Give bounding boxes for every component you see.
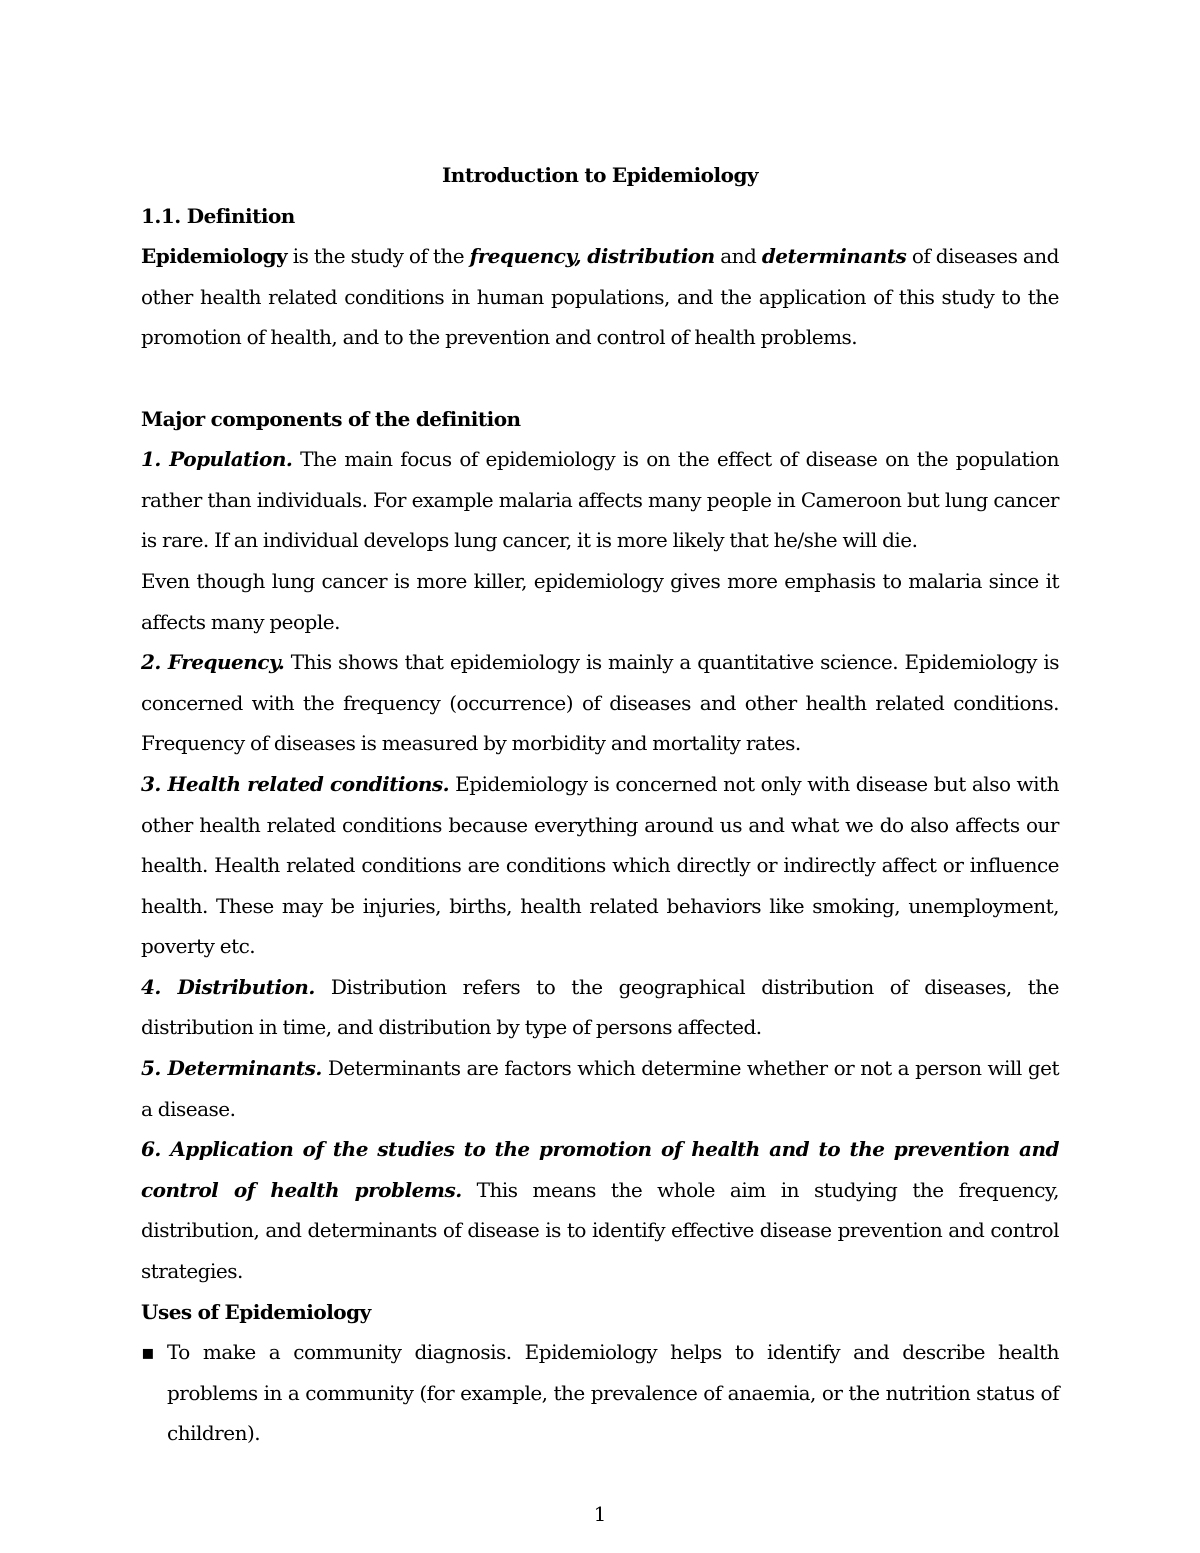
component-text: Epidemiology is concerned not only with disease but also with other health related conditions because everything around us and what we do also affects our health. Health related conditions are conditions which directly or indirectly affect or influence health. These may be injuries, births, health related behaviors like smoking, unemployment, poverty etc. (141, 771, 1059, 959)
component-population (141, 439, 1059, 561)
component-label: 4. Distribution. (141, 974, 315, 999)
uses-heading: Uses of Epidemiology (141, 1299, 371, 1324)
component-distribution (141, 967, 1059, 1048)
definition-term: Epidemiology (141, 244, 288, 269)
component-population-extra: Even though lung cancer is more killer, epidemiology gives more emphasis to malaria since it affects many people. (141, 568, 1059, 634)
page-content (141, 155, 1059, 1454)
uses-list-item (141, 1332, 1059, 1454)
component-determinants (141, 1048, 1059, 1129)
definition-keyword-frequency: frequency, distribution (469, 244, 715, 269)
definition-text-2: and (714, 244, 762, 269)
component-text: Determinants are factors which determine whether or not a person will get a disease. (141, 1056, 1059, 1121)
component-text: Distribution refers to the geographical distribution of diseases, the distribution in time, and distribution by type of persons affected. (141, 974, 1059, 1040)
components-heading: Major components of the definition (141, 406, 521, 431)
page-number: 1 (593, 1502, 607, 1526)
component-label: 5. Determinants. (141, 1056, 322, 1081)
document-title: Introduction to Epidemiology (441, 163, 759, 187)
definition-text-1: is the study of the (287, 244, 470, 269)
section-heading-definition: 1.1. Definition (141, 203, 295, 228)
uses-item-text: To make a community diagnosis. Epidemiology helps to identify and describe health problems in a community (for example, the prevalence of anaemia, or the nutrition status of children). (167, 1340, 1059, 1446)
component-text: This means the whole aim in studying the frequency, distribution, and determinants of disease is to identify effective disease prevention and control strategies. (141, 1177, 1059, 1284)
paragraph-gap (141, 358, 1059, 399)
component-label: 2. Frequency. (141, 650, 285, 675)
component-label: 1. Population. (141, 447, 293, 472)
component-text: The main focus of epidemiology is on the effect of disease on the population rather than individuals. For example malaria affects many people in Cameroon but lung cancer is rare. If an individual develops lung cancer, it is more likely that he/she will die. (141, 447, 1059, 553)
component-label: 6. Application of the studies to the promotion of health and to the prevention and control of health problems. (141, 1137, 1059, 1202)
component-frequency (141, 642, 1059, 764)
component-application (141, 1129, 1059, 1291)
square-bullet-icon: ▪ (141, 1340, 155, 1365)
component-label: 3. Health related conditions. (141, 771, 450, 796)
definition-text-3: of diseases and other health related conditions in human populations, and the application of this study to the promotion of health, and to the prevention and control of health problems. (141, 244, 1059, 350)
component-text: This shows that epidemiology is mainly a quantitative science. Epidemiology is concerned with the frequency (occurrence) of diseases and other health related conditions. Frequency of diseases is measured by morbidity and mortality rates. (141, 650, 1059, 756)
definition-paragraph (141, 236, 1059, 358)
definition-keyword-determinants: determinants (761, 244, 907, 269)
component-health-related-conditions (141, 764, 1059, 967)
